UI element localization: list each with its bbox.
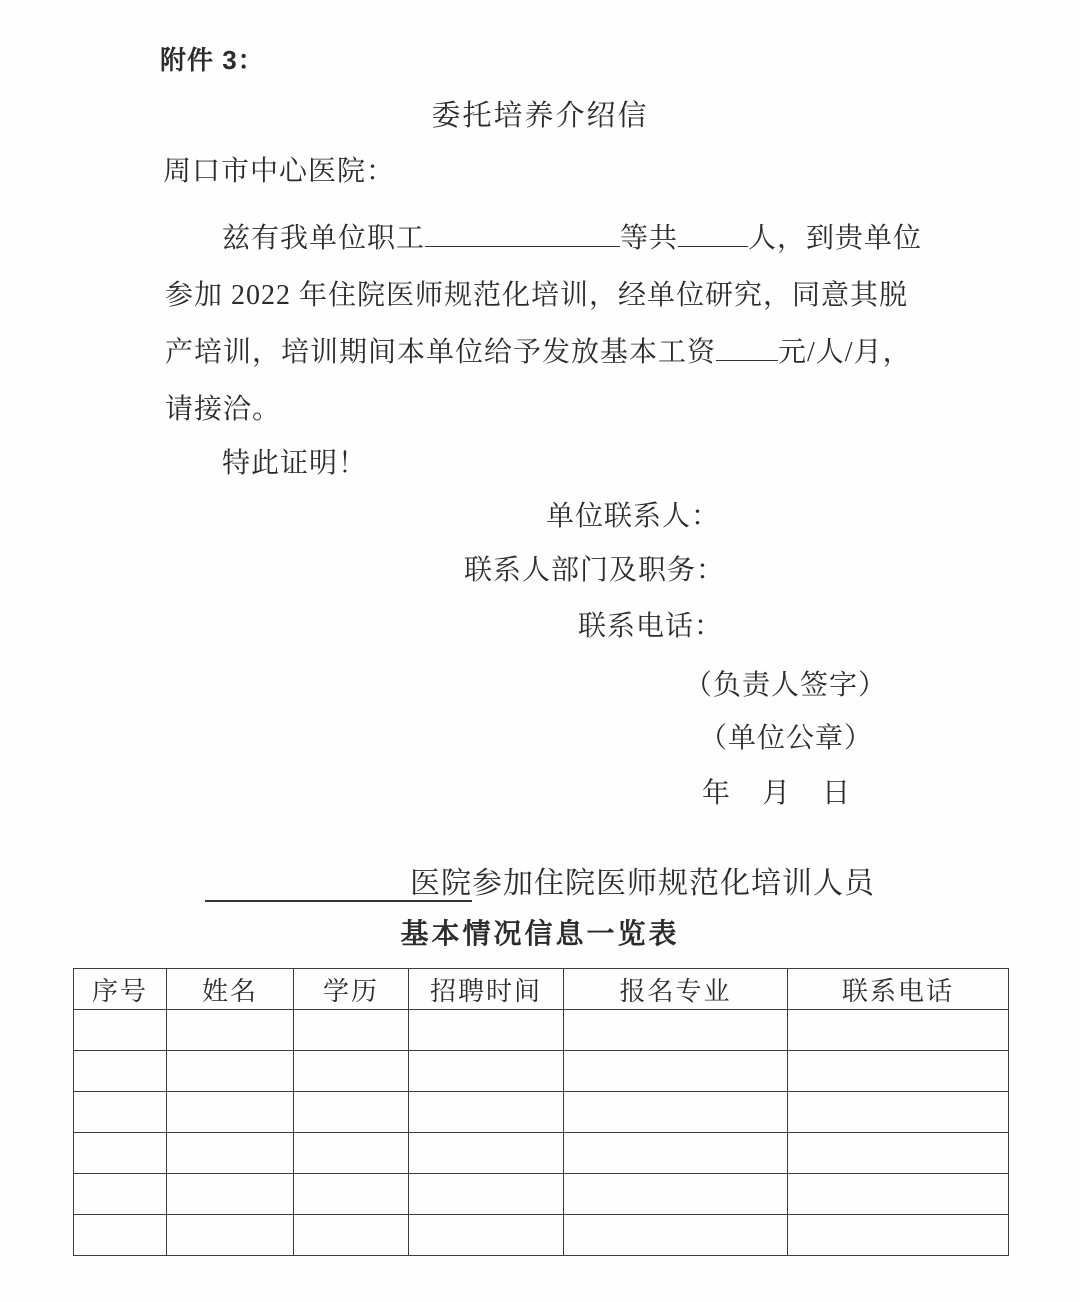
roster-table (73, 968, 1009, 1256)
table-cell (564, 1174, 788, 1215)
table-cell (167, 1215, 294, 1256)
table-cell (564, 1133, 788, 1174)
statement-line: 特此证明！ (222, 448, 368, 479)
fill-in-blank-count (678, 218, 748, 247)
table-cell (294, 1010, 409, 1051)
table-cell (74, 1051, 167, 1092)
table-cell (74, 1174, 167, 1215)
table-cell (788, 1092, 1009, 1133)
table-cell (167, 1092, 294, 1133)
header-cell-specialty: 报名专业 (564, 969, 788, 1010)
roster-title (0, 866, 1080, 902)
table-cell (564, 1092, 788, 1133)
table-cell (294, 1051, 409, 1092)
fill-in-blank-names (425, 218, 620, 247)
table-header-row (74, 969, 1009, 1010)
table-cell (788, 1051, 1009, 1092)
table-row (74, 1174, 1009, 1215)
table-row (74, 1215, 1009, 1256)
salutation: 周口市中心医院： (163, 156, 396, 187)
table-cell (294, 1174, 409, 1215)
roster-subtitle: 基本情况信息一览表 (400, 919, 680, 950)
signature-contact-person: 单位联系人： (545, 501, 720, 532)
table-cell (167, 1010, 294, 1051)
table-cell (74, 1215, 167, 1256)
table-cell (409, 1051, 564, 1092)
table-cell (167, 1133, 294, 1174)
table-row (74, 1092, 1009, 1133)
table-cell (788, 1215, 1009, 1256)
table-cell (74, 1092, 167, 1133)
letter-title: 委托培养介绍信 (431, 100, 649, 132)
body-text: 兹有我单位职工 (222, 223, 426, 254)
fill-in-blank-hospital (205, 866, 410, 893)
header-cell-index: 序号 (74, 969, 167, 1010)
signature-responsible-sign: （负责人签字） (683, 670, 887, 701)
table-cell (409, 1215, 564, 1256)
signature-unit-seal: （单位公章） (698, 723, 873, 754)
attachment-label: 附件 3： (160, 45, 265, 75)
signature-contact-phone: 联系电话： (577, 611, 723, 642)
body-text: 元/人/月， (778, 337, 912, 368)
body-text: 请接洽。 (165, 394, 282, 425)
table-cell (167, 1174, 294, 1215)
table-cell (409, 1092, 564, 1133)
table-cell (788, 1010, 1009, 1051)
table-cell (564, 1010, 788, 1051)
signature-date: 年 月 日 (701, 778, 852, 809)
table-cell (409, 1010, 564, 1051)
table-cell (294, 1133, 409, 1174)
table-cell (409, 1174, 564, 1215)
paragraph-line (165, 324, 965, 381)
paragraph-line (165, 381, 965, 438)
body-text: 参加 2022 年住院医师规范化培训，经单位研究，同意其脱 (165, 280, 909, 311)
roster-title-rest: 参加住院医师规范化培训人员 (472, 867, 875, 900)
table-row (74, 1133, 1009, 1174)
table-cell (564, 1051, 788, 1092)
fill-in-blank-salary (716, 332, 778, 361)
header-cell-name: 姓名 (167, 969, 294, 1010)
table-row (74, 1051, 1009, 1092)
header-cell-education: 学历 (294, 969, 409, 1010)
table-cell (294, 1092, 409, 1133)
header-cell-phone: 联系电话 (788, 969, 1009, 1010)
header-cell-hire-date: 招聘时间 (409, 969, 564, 1010)
table-cell (74, 1010, 167, 1051)
roster-title-word: 医院 (410, 867, 472, 900)
body-text: 产培训，培训期间本单位给予发放基本工资 (165, 337, 717, 368)
table-cell (294, 1215, 409, 1256)
signature-contact-dept: 联系人部门及职务： (463, 555, 725, 586)
table-cell (74, 1133, 167, 1174)
body-text: 人，到贵单位 (748, 223, 923, 254)
table-cell (409, 1133, 564, 1174)
letter-body (165, 210, 965, 438)
table-cell (788, 1174, 1009, 1215)
table-row (74, 1010, 1009, 1051)
paragraph-line (165, 267, 965, 324)
paragraph-line (165, 210, 965, 267)
table-cell (564, 1215, 788, 1256)
table-cell (788, 1133, 1009, 1174)
body-text: 等共 (620, 223, 679, 254)
roster-title-underlined (205, 866, 472, 902)
table-cell (167, 1051, 294, 1092)
